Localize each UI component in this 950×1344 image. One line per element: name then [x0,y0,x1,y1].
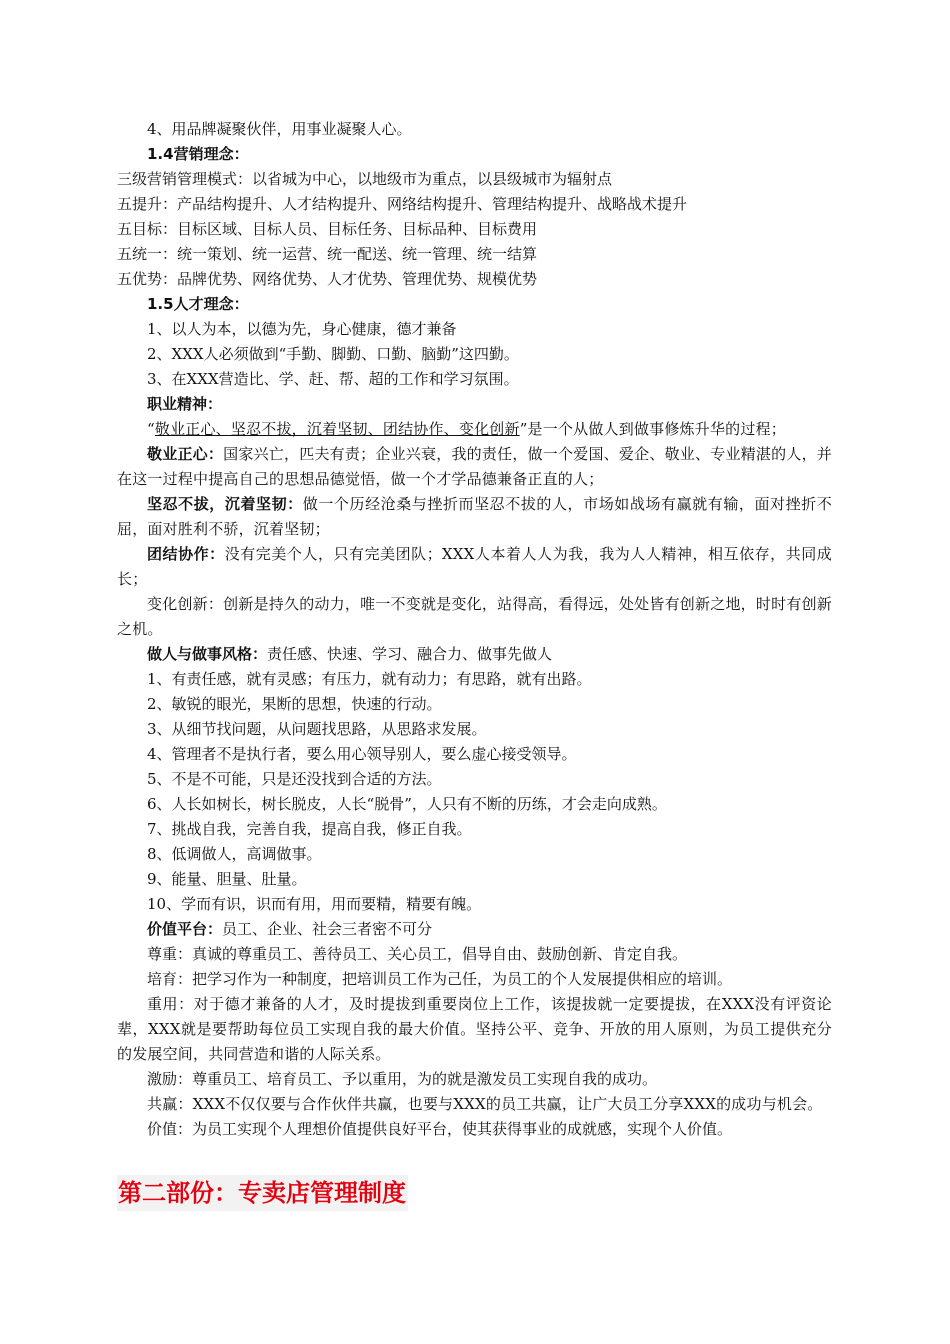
text-line: 3、在XXX营造比、学、赶、帮、超的工作和学习氛围。 [147,370,519,388]
text-line: 五优势：品牌优势、网络优势、人才优势、管理优势、规模优势 [117,270,538,288]
paragraph-lead: 坚忍不拔，沉着坚韧： [147,495,303,513]
list-item: 6、人长如树长，树长脱皮，人长“脱骨”，人只有不断的历练，才会走向成熟。 [147,795,667,813]
section-heading-talent: 1.5人才理念： [147,295,249,313]
text-line: 1、以人为本，以德为先，身心健康，德才兼备 [147,320,457,338]
text-line: 三级营销管理模式：以省城为中心，以地级市为重点，以县级城市为辐射点 [117,170,613,188]
subheading-professional-spirit: 职业精神： [147,395,223,413]
list-item: 10、学而有识，识而有用，用而要精，精要有魄。 [147,895,482,913]
text-line: 培育：把学习作为一种制度，把培训员工作为己任，为员工的个人发展提供相应的培训。 [147,970,733,988]
text-line: 价值：为员工实现个人理想价值提供良好平台，使其获得事业的成就感，实现个人价值。 [147,1120,733,1138]
underlined-phrase: 敬业正心、坚忍不拔，沉着坚韧、团结协作、变化创新 [154,420,520,438]
text-line [117,642,832,667]
paragraph-text: ”是一个从做人到做事修炼升华的过程； [519,420,786,438]
text-line: 4、用品牌凝聚伙伴，用事业凝聚人心。 [147,120,412,138]
quote-open: “ [147,420,155,438]
line-lead: 价值平台： [147,920,223,938]
list-item: 2、敏锐的眼光，果断的思想，快速的行动。 [147,695,442,713]
part-two-heading: 第二部份：专卖店管理制度 [117,1175,408,1211]
paragraph-text: 没有完美个人，只有完美团队；XXX人本着人人为我，我为人人精神，相互依存，共同成长； [117,545,832,588]
list-item: 1、有责任感，就有灵感；有压力，就有动力；有思路，就有出路。 [147,670,592,688]
list-item: 7、挑战自我，完善自我，提高自我，修正自我。 [147,820,472,838]
paragraph [117,542,832,592]
paragraph: 变化创新：创新是持久的动力，唯一不变就是变化，站得高，看得远，处处皆有创新之地，时时有创新之机。 [117,595,832,638]
text-line: 五统一：统一策划、统一运营、统一配送、统一管理、统一结算 [117,245,538,263]
list-item: 3、从细节找问题，从问题找思路，从思路求发展。 [147,720,487,738]
paragraph [117,417,832,442]
text-line: 五目标：目标区域、目标人员、目标任务、目标品种、目标费用 [117,220,538,238]
list-item: 9、能量、胆量、肚量。 [147,870,307,888]
paragraph [117,492,832,542]
paragraph-lead: 敬业正心： [147,445,224,463]
line-text: 责任感、快速、学习、融合力、做事先做人 [267,645,553,663]
text-line: 2、XXX人必须做到“手勤、脚勤、口勤、脑勤”这四勤。 [147,345,519,363]
list-item: 4、管理者不是执行者，要么用心领导别人，要么虚心接受领导。 [147,745,577,763]
document-body [117,117,832,1211]
section-heading-marketing: 1.4营销理念： [147,145,249,163]
text-line: 激励：尊重员工、培育员工、予以重用，为的就是激发员工实现自我的成功。 [147,1070,658,1088]
line-text: 员工、企业、社会三者密不可分 [222,920,433,938]
text-line: 五提升：产品结构提升、人才结构提升、网络结构提升、管理结构提升、战略战术提升 [117,195,688,213]
text-line: 尊重：真诚的尊重员工、善待员工、关心员工，倡导自由、鼓励创新、肯定自我。 [147,945,688,963]
paragraph-text: 国家兴亡，匹夫有责；企业兴衰，我的责任，做一个爱国、爱企、敬业、专业精湛的人，并在这一过程中提高自己的思想品德觉悟，做一个才学品德兼备正直的人； [117,445,832,488]
paragraph-lead: 团结协作： [147,545,225,563]
paragraph [117,442,832,492]
line-lead: 做人与做事风格： [147,645,268,663]
paragraph: 重用：对于德才兼备的人才，及时提拔到重要岗位上工作，该提拔就一定要提拔，在XXX没有评资论辈，XXX就是要帮助每位员工实现自我的最大价值。坚持公平、竞争、开放的用人原则，为员工提供充分的发展空间，共同营造和谐的人际关系。 [117,995,832,1063]
list-item: 8、低调做人，高调做事。 [147,845,322,863]
list-item: 5、不是不可能，只是还没找到合适的方法。 [147,770,442,788]
paragraph: 共赢：XXX不仅仅要与合作伙伴共赢，也要与XXX的员工共赢，让广大员工分享XXX的成功与机会。 [147,1095,823,1113]
paragraph-text: 做一个历经沧桑与挫折而坚忍不拔的人，市场如战场有赢就有输，面对挫折不屈，面对胜利不骄，沉着坚韧； [117,495,832,538]
text-line [117,917,832,942]
